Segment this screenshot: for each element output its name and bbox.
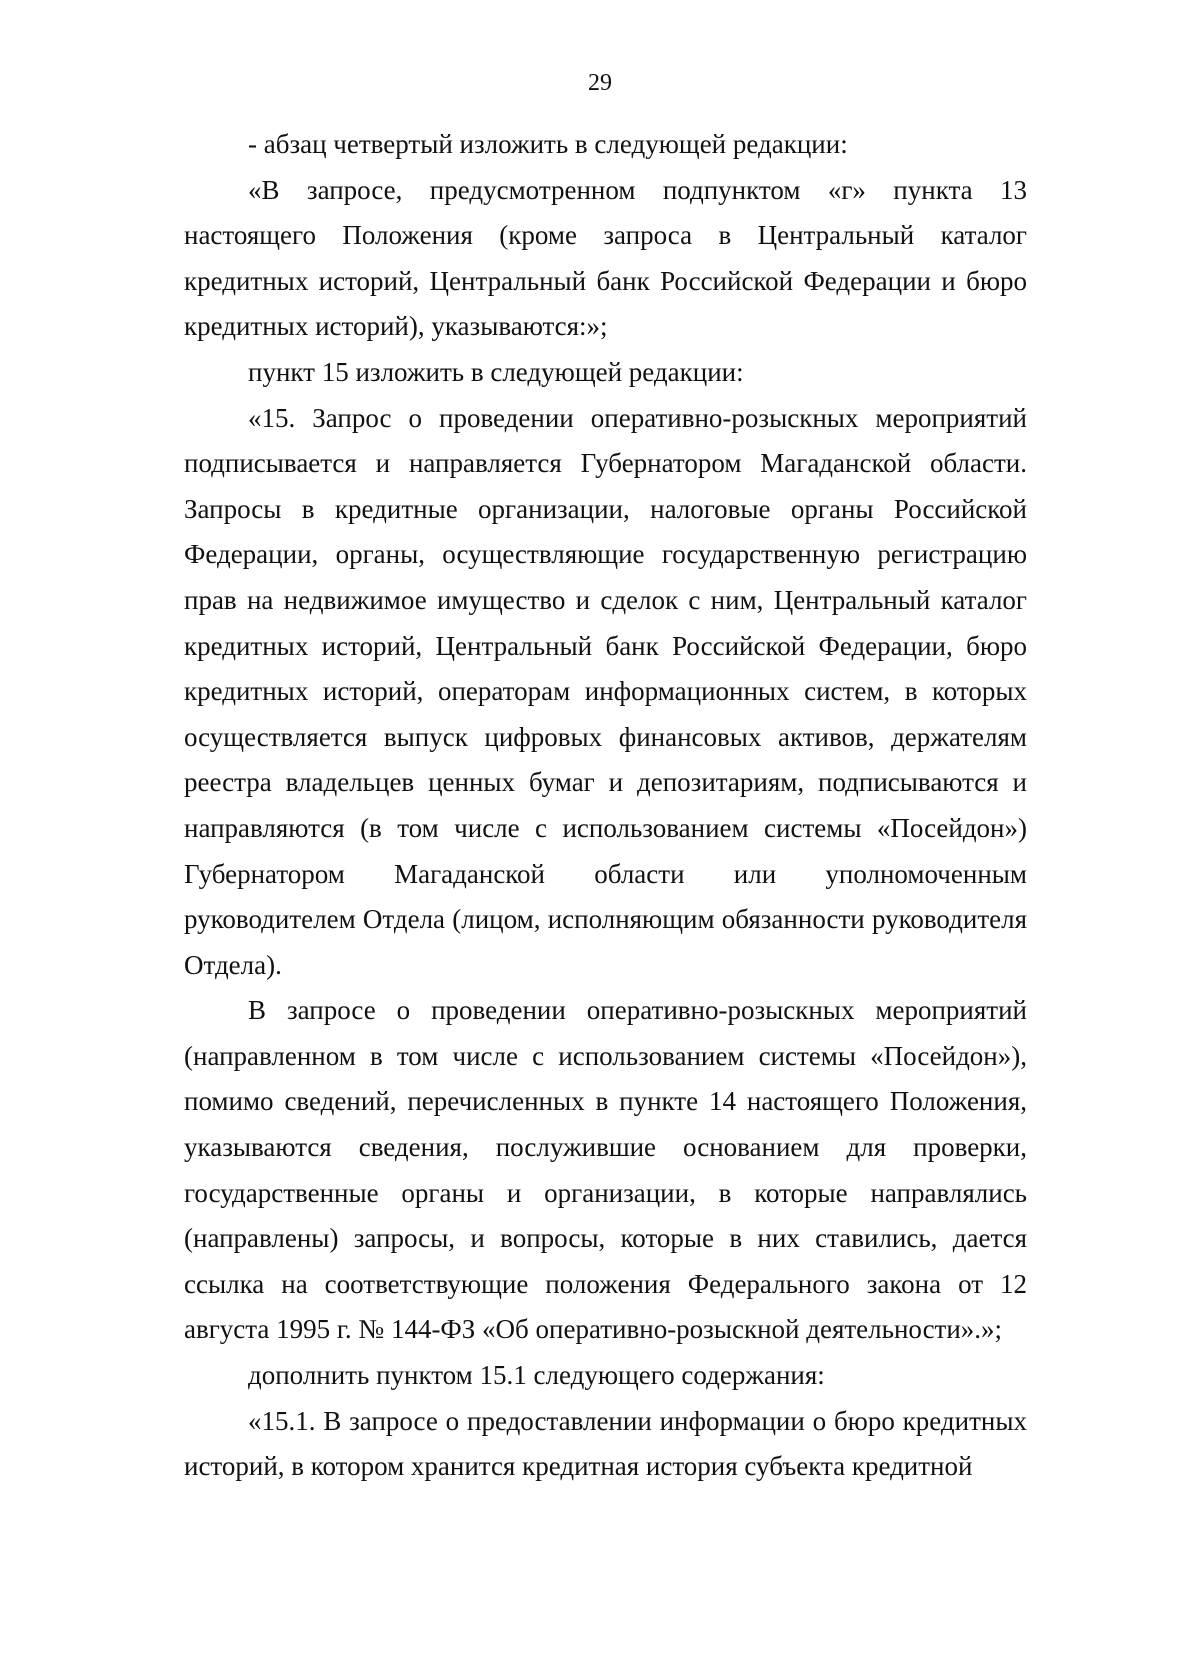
paragraph-point-15: «15. Запрос о проведении оперативно-розыскных мероприятий подписывается и направляется Губернатором Магаданской области. Запросы в кредитные организации, налоговые органы Российской Федерации, органы, осуществляющие государственную регистрацию прав на недвижимое имущество и сделок с ним, Центральный каталог кредитных историй, Центральный банк Российской Федерации, бюро кредитных историй, операторам информационных систем, в которых осуществляется выпуск цифровых финансовых активов, держателям реестра владельцев ценных бумаг и депозитариям, подписываются и направляются (в том числе с использованием системы «Посейдон») Губернатором Магаданской области или уполномоченным руководителем Отдела (лицом, исполняющим обязанности руководителя Отдела). [184, 402, 1027, 980]
paragraph-point-15-1: «15.1. В запросе о предоставлении информации о бюро кредитных историй, в котором хранится кредитная история субъекта кредитной [184, 1405, 1027, 1482]
page-number: 29 [588, 70, 612, 96]
document-body [184, 122, 1027, 1490]
paragraph-point-15-request-details: В запросе о проведении оперативно-розыскных мероприятий (направленном в том числе с использованием системы «Посейдон»), помимо сведений, перечисленных в пункте 14 настоящего Положения, указываются сведения, послужившие основанием для проверки, государственные органы и организации, в которые направлялись (направлены) запросы, и вопросы, которые в них ставились, дается ссылка на соответствующие положения Федерального закона от 12 августа 1995 г. № 144-ФЗ «Об оперативно-розыскной деятельности».»; [184, 995, 1027, 1345]
paragraph-amendment-instruction-3: дополнить пунктом 15.1 следующего содержания: [248, 1360, 825, 1391]
paragraph-amendment-instruction-1: - абзац четвертый изложить в следующей редакции: [248, 129, 848, 159]
paragraph-quoted-text-1: «В запросе, предусмотренном подпунктом «г» пункта 13 настоящего Положения (кроме запроса в Центральный каталог кредитных историй, Центральный банк Российской Федерации и бюро кредитных историй), указываются:»; [184, 174, 1027, 342]
paragraph-amendment-instruction-2: пункт 15 изложить в следующей редакции: [248, 356, 744, 387]
